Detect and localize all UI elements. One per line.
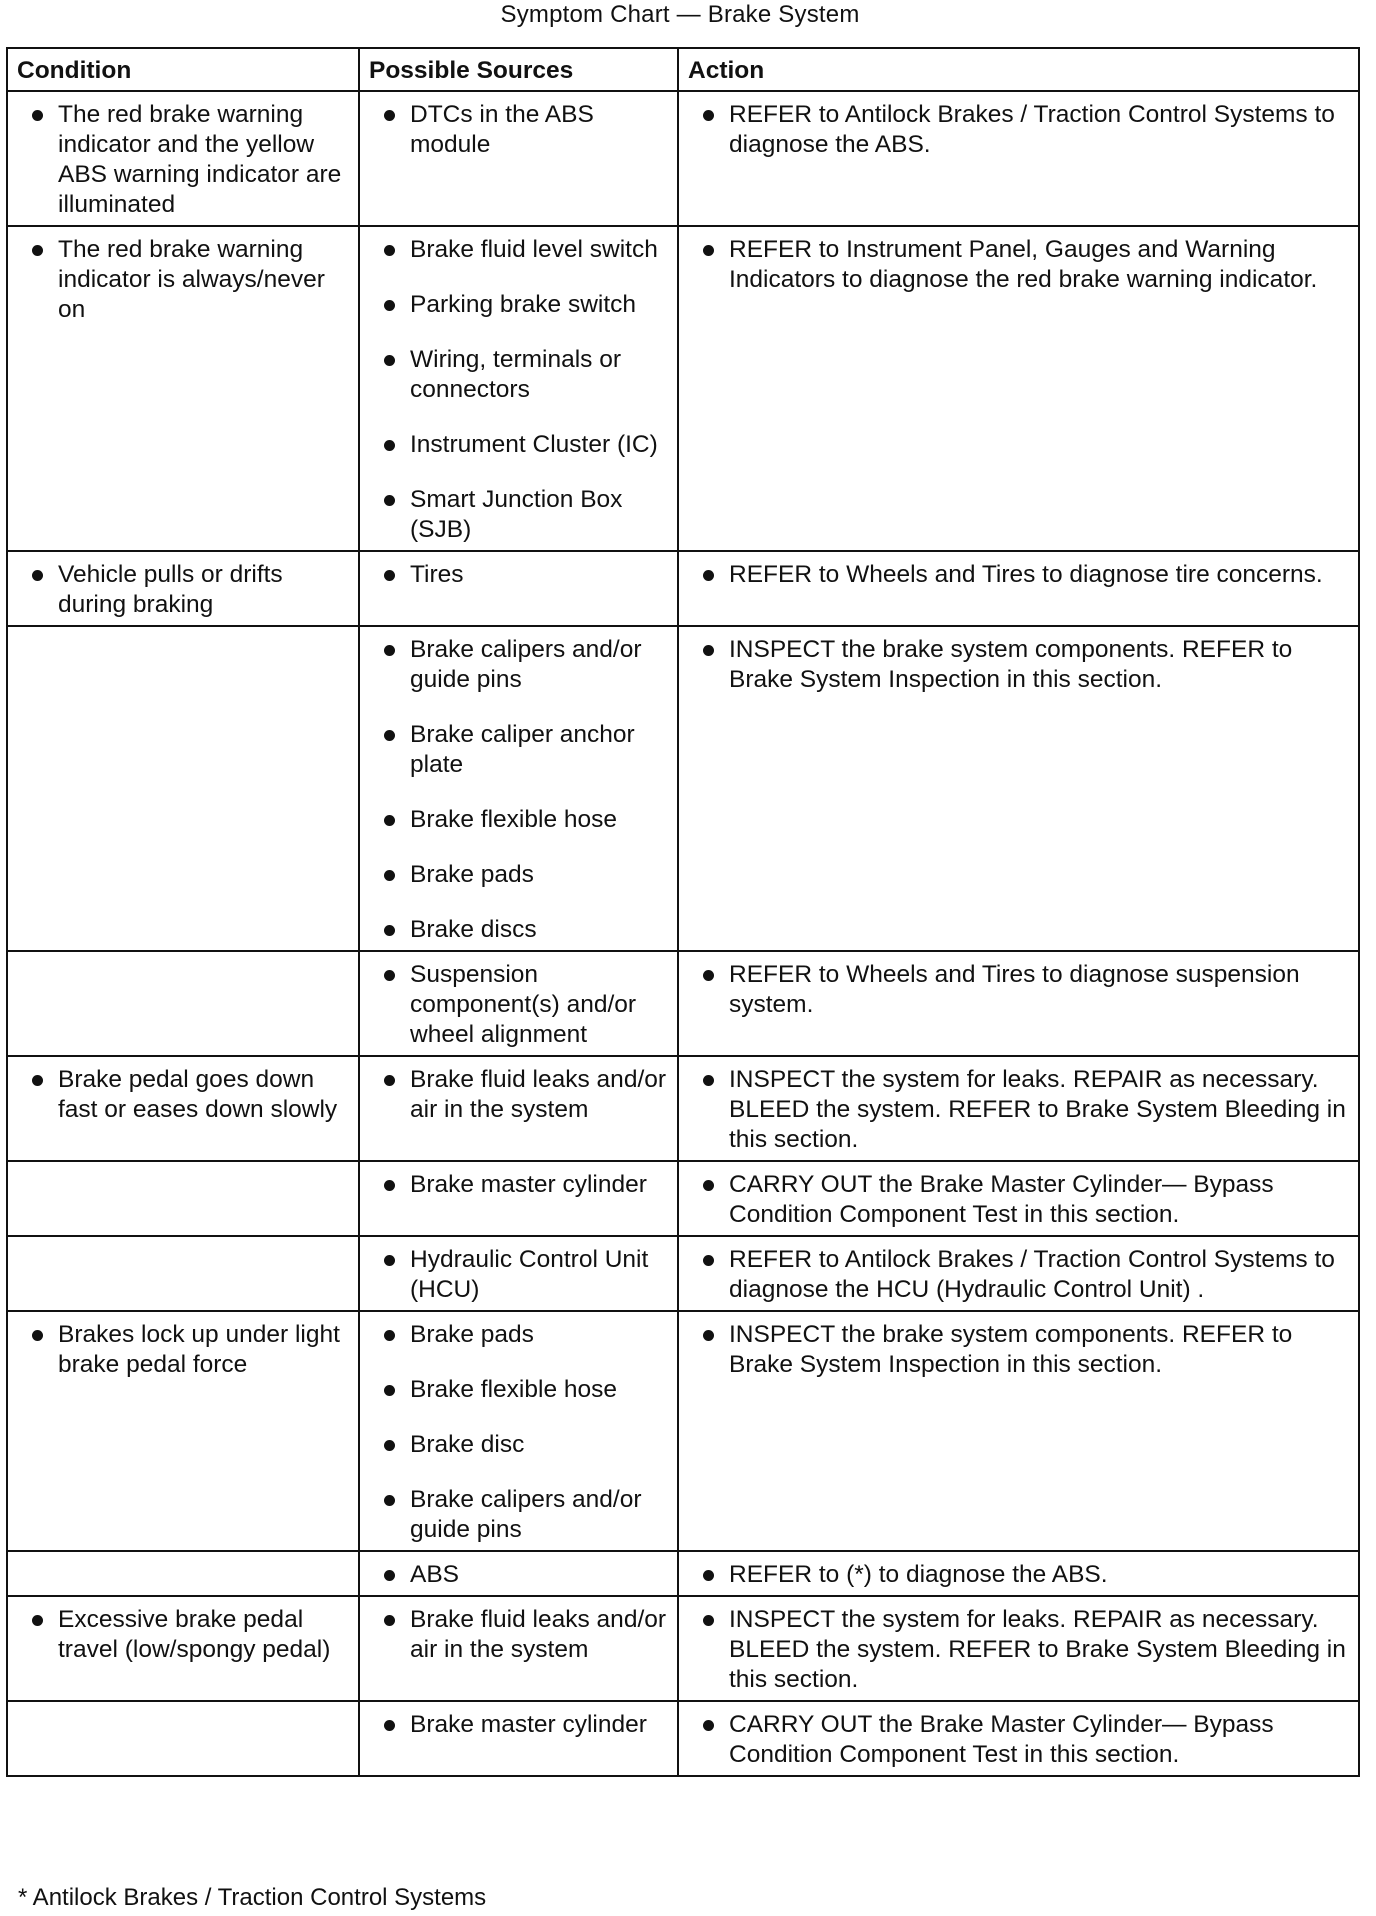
condition-cell — [7, 91, 359, 226]
source-item: Suspension component(s) and/or wheel alignment — [384, 960, 669, 1050]
action-text: REFER to (*) to diagnose the ABS. — [703, 1560, 1350, 1590]
table-row — [7, 1236, 1359, 1311]
table-row — [7, 1596, 1359, 1701]
table-row — [7, 626, 1359, 951]
source-item: Brake calipers and/or guide pins — [384, 1485, 669, 1545]
table-row — [7, 1161, 1359, 1236]
action-text: CARRY OUT the Brake Master Cylinder— Bypass Condition Component Test in this section. — [703, 1710, 1350, 1770]
table-row — [7, 226, 1359, 551]
chart-title: Symptom Chart — Brake System — [500, 1, 860, 28]
condition-cell — [7, 1311, 359, 1551]
sources-cell — [359, 226, 678, 551]
action-cell — [678, 1551, 1359, 1596]
action-text: CARRY OUT the Brake Master Cylinder— Bypass Condition Component Test in this section. — [703, 1170, 1350, 1230]
table-row — [7, 1701, 1359, 1776]
sources-cell — [359, 1311, 678, 1551]
sources-cell — [359, 1701, 678, 1776]
condition-cell — [7, 551, 359, 626]
condition-text: The red brake warning indicator and the yellow ABS warning indicator are illuminated — [32, 100, 350, 220]
condition-cell — [7, 1161, 359, 1236]
action-cell — [678, 91, 1359, 226]
source-item: Smart Junction Box (SJB) — [384, 485, 669, 545]
action-cell — [678, 1311, 1359, 1551]
symptom-chart-table — [6, 47, 1360, 1777]
sources-cell — [359, 1056, 678, 1161]
source-item: Brake disc — [384, 1430, 669, 1460]
table-row — [7, 1056, 1359, 1161]
header-possible-sources: Possible Sources — [359, 48, 678, 91]
sources-cell — [359, 951, 678, 1056]
source-item: DTCs in the ABS module — [384, 100, 669, 160]
condition-text: Excessive brake pedal travel (low/spongy pedal) — [32, 1605, 350, 1665]
source-item: Brake flexible hose — [384, 1375, 669, 1405]
sources-cell — [359, 626, 678, 951]
condition-cell — [7, 626, 359, 951]
source-item: Brake calipers and/or guide pins — [384, 635, 669, 695]
source-item: Instrument Cluster (IC) — [384, 430, 669, 460]
action-text: REFER to Wheels and Tires to diagnose suspension system. — [703, 960, 1350, 1020]
source-item: Brake caliper anchor plate — [384, 720, 669, 780]
action-cell — [678, 951, 1359, 1056]
sources-cell — [359, 91, 678, 226]
source-item: Wiring, terminals or connectors — [384, 345, 669, 405]
source-item: ABS — [384, 1560, 669, 1590]
source-item: Brake discs — [384, 915, 669, 945]
action-text: REFER to Antilock Brakes / Traction Control Systems to diagnose the ABS. — [703, 100, 1350, 160]
sources-cell — [359, 1551, 678, 1596]
action-cell — [678, 1236, 1359, 1311]
table-body — [7, 91, 1359, 1776]
source-item: Brake fluid leaks and/or air in the system — [384, 1065, 669, 1125]
sources-cell — [359, 551, 678, 626]
sources-cell — [359, 1596, 678, 1701]
action-text: REFER to Antilock Brakes / Traction Control Systems to diagnose the HCU (Hydraulic Control Unit) . — [703, 1245, 1350, 1305]
table-row — [7, 1551, 1359, 1596]
source-item: Brake master cylinder — [384, 1710, 669, 1740]
table-row — [7, 1311, 1359, 1551]
action-text: REFER to Instrument Panel, Gauges and Warning Indicators to diagnose the red brake warning indicator. — [703, 235, 1350, 295]
source-item: Brake pads — [384, 1320, 669, 1350]
condition-cell — [7, 1551, 359, 1596]
header-action: Action — [678, 48, 1359, 91]
header-condition: Condition — [7, 48, 359, 91]
condition-cell — [7, 1596, 359, 1701]
action-cell — [678, 1161, 1359, 1236]
table-header — [7, 48, 1359, 91]
source-item: Brake pads — [384, 860, 669, 890]
action-cell — [678, 1056, 1359, 1161]
condition-cell — [7, 1236, 359, 1311]
table-row — [7, 551, 1359, 626]
action-text: INSPECT the brake system components. REFER to Brake System Inspection in this section. — [703, 635, 1350, 695]
condition-cell — [7, 226, 359, 551]
condition-cell — [7, 1701, 359, 1776]
source-item: Brake fluid leaks and/or air in the system — [384, 1605, 669, 1665]
source-item: Brake flexible hose — [384, 805, 669, 835]
source-item: Brake master cylinder — [384, 1170, 669, 1200]
source-item: Tires — [384, 560, 669, 590]
source-item: Brake fluid level switch — [384, 235, 669, 265]
header-row — [7, 48, 1359, 91]
sources-cell — [359, 1236, 678, 1311]
condition-text: Vehicle pulls or drifts during braking — [32, 560, 350, 620]
table-row — [7, 91, 1359, 226]
source-item: Parking brake switch — [384, 290, 669, 320]
condition-text: Brakes lock up under light brake pedal force — [32, 1320, 350, 1380]
action-text: INSPECT the system for leaks. REPAIR as necessary. BLEED the system. REFER to Brake System Bleeding in this section. — [703, 1065, 1350, 1155]
action-cell — [678, 1596, 1359, 1701]
action-text: INSPECT the system for leaks. REPAIR as necessary. BLEED the system. REFER to Brake System Bleeding in this section. — [703, 1605, 1350, 1695]
table-row — [7, 951, 1359, 1056]
source-item: Hydraulic Control Unit (HCU) — [384, 1245, 669, 1305]
condition-cell — [7, 951, 359, 1056]
condition-text: Brake pedal goes down fast or eases down slowly — [32, 1065, 350, 1125]
action-cell — [678, 626, 1359, 951]
action-cell — [678, 551, 1359, 626]
action-cell — [678, 226, 1359, 551]
sources-cell — [359, 1161, 678, 1236]
footnote: * Antilock Brakes / Traction Control Systems — [18, 1884, 487, 1911]
action-text: REFER to Wheels and Tires to diagnose tire concerns. — [703, 560, 1350, 590]
condition-text: The red brake warning indicator is always/never on — [32, 235, 350, 325]
action-text: INSPECT the brake system components. REFER to Brake System Inspection in this section. — [703, 1320, 1350, 1380]
condition-cell — [7, 1056, 359, 1161]
action-cell — [678, 1701, 1359, 1776]
